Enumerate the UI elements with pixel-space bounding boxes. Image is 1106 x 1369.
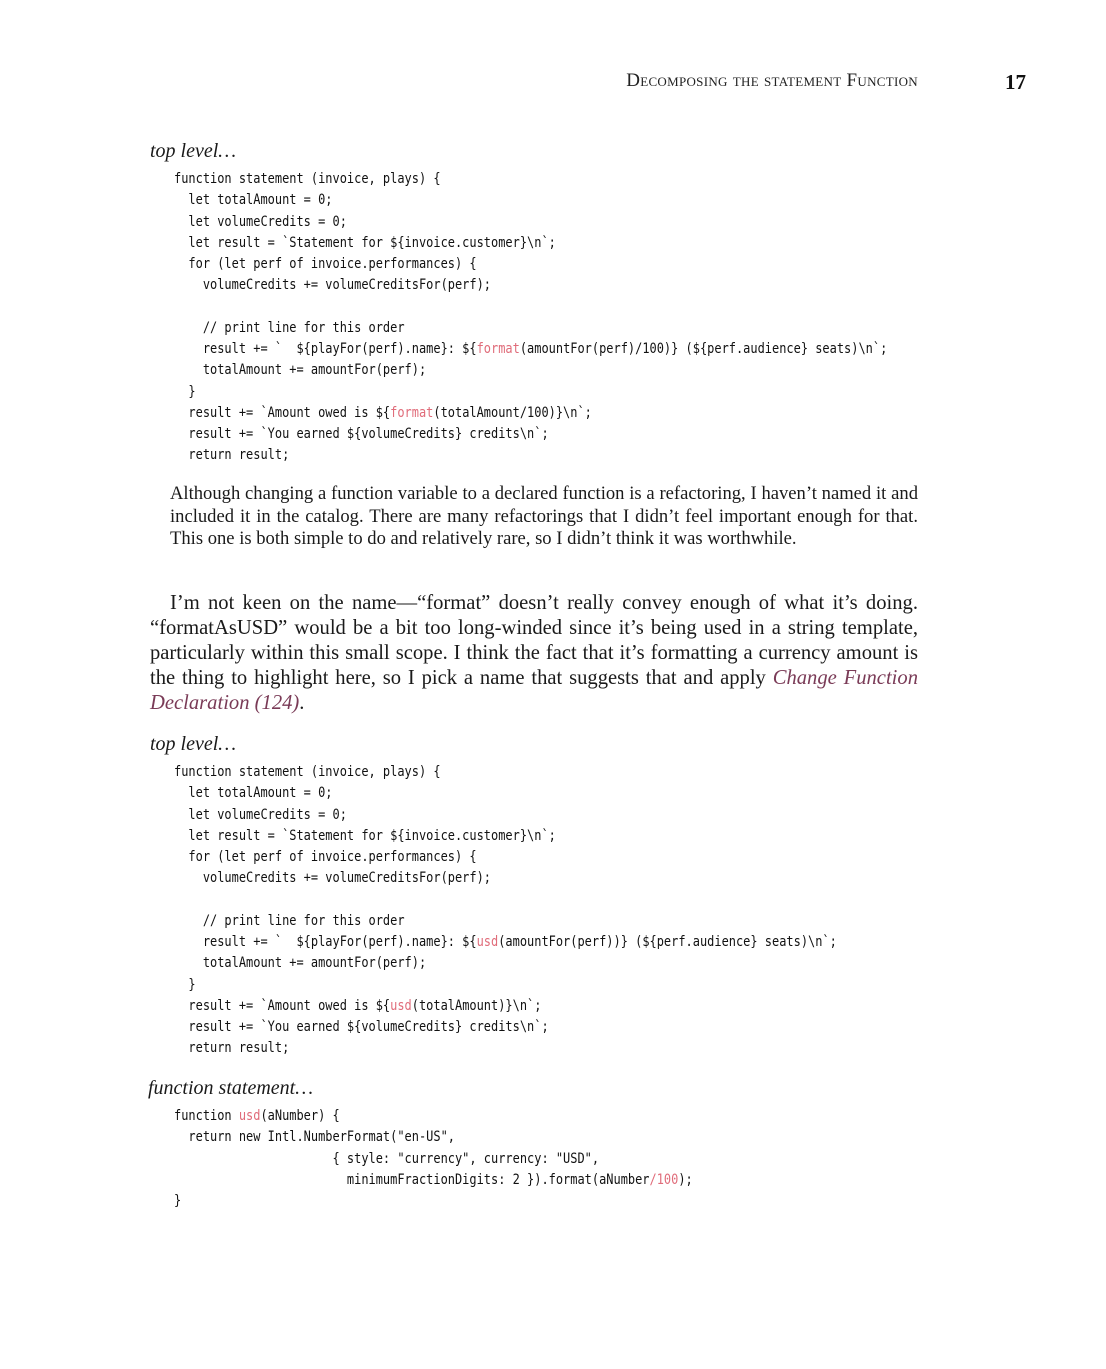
code-line: function usd(aNumber) { <box>174 1107 340 1124</box>
code-line: } <box>174 975 196 993</box>
code-line: result += `Amount owed is ${usd(totalAmount)}\n`; <box>174 996 542 1014</box>
highlighted-code: /100 <box>649 1170 679 1188</box>
highlighted-code: format <box>390 403 434 421</box>
code-line: let result = `Statement for ${invoice.customer}\n`; <box>174 233 556 251</box>
code-line: let result = `Statement for ${invoice.customer}\n`; <box>174 826 556 844</box>
code-line: totalAmount += amountFor(perf); <box>174 954 427 972</box>
code-line: return new Intl.NumberFormat("en-US", <box>174 1128 455 1146</box>
code-line: return result; <box>174 446 290 464</box>
code-line: function statement (invoice, plays) { <box>174 170 441 187</box>
code-line: totalAmount += amountFor(perf); <box>174 361 427 379</box>
code-line: // print line for this order <box>174 911 405 929</box>
highlighted-code: format <box>476 340 520 357</box>
code-line: result += ` ${playFor(perf).name}: ${usd(amountFor(perf))} (${perf.audience} seats)\n`; <box>174 933 837 950</box>
running-head-title: Decomposing the statement Function <box>626 70 918 91</box>
code-listing-format <box>174 168 887 466</box>
code-line: for (let perf of invoice.performances) { <box>174 848 477 865</box>
paragraph-tail: . <box>299 692 305 714</box>
code-line: result += ` ${playFor(perf).name}: ${format(amountFor(perf)/100)} (${perf.audience} seats)\n`; <box>174 340 888 357</box>
code-line: function statement (invoice, plays) { <box>174 763 441 780</box>
code-line: // print line for this order <box>174 318 405 336</box>
cross-reference-link[interactable]: Change Function Declaration (124) <box>150 667 918 714</box>
paragraph-naming-discussion <box>150 591 918 716</box>
code-location-label: top level… <box>150 140 237 162</box>
code-location-label: top level… <box>150 733 237 755</box>
code-listing-usd <box>174 761 837 1059</box>
highlighted-code: usd <box>476 933 499 950</box>
code-line: { style: "currency", currency: "USD", <box>174 1149 600 1167</box>
page-number: 17 <box>1005 70 1026 94</box>
code-line: let totalAmount = 0; <box>174 191 333 209</box>
code-line: minimumFractionDigits: 2 }).format(aNumber/100); <box>174 1170 693 1188</box>
paragraph-text: I’m not keen on the name—“format” doesn’t really convey enough of what it’s doing. “formatAsUSD” would be a bit too long-winded since it’s being used in a string template, particularly within this small scope. I think the fact that it’s formatting a currency amount is the thing to highlight here, so I pick a name that suggests that and apply <box>150 592 918 689</box>
highlighted-code: usd <box>238 1107 261 1124</box>
code-line: let volumeCredits = 0; <box>174 212 347 230</box>
code-line: result += `Amount owed is ${format(totalAmount/100)}\n`; <box>174 403 592 421</box>
code-line: for (let perf of invoice.performances) { <box>174 255 477 272</box>
code-listing-usd-function <box>174 1105 693 1211</box>
code-line: return result; <box>174 1039 290 1057</box>
code-line: result += `You earned ${volumeCredits} credits\n`; <box>174 425 549 442</box>
code-location-label: function statement… <box>148 1077 313 1099</box>
code-line: result += `You earned ${volumeCredits} credits\n`; <box>174 1018 549 1035</box>
paragraph-refactoring-note: Although changing a function variable to a declared function is a refactoring, I haven’t named it and included it in the catalog. There are many refactorings that I didn’t feel important enough for that. This one is both simple to do and relatively rare, so I didn’t think it was worthwhile. <box>170 483 918 550</box>
code-line: let totalAmount = 0; <box>174 784 333 802</box>
code-line: volumeCredits += volumeCreditsFor(perf); <box>174 869 492 887</box>
code-line: let volumeCredits = 0; <box>174 805 347 823</box>
code-line: } <box>174 382 196 400</box>
code-line: } <box>174 1192 182 1209</box>
code-line: volumeCredits += volumeCreditsFor(perf); <box>174 276 492 294</box>
highlighted-code: usd <box>390 996 412 1014</box>
